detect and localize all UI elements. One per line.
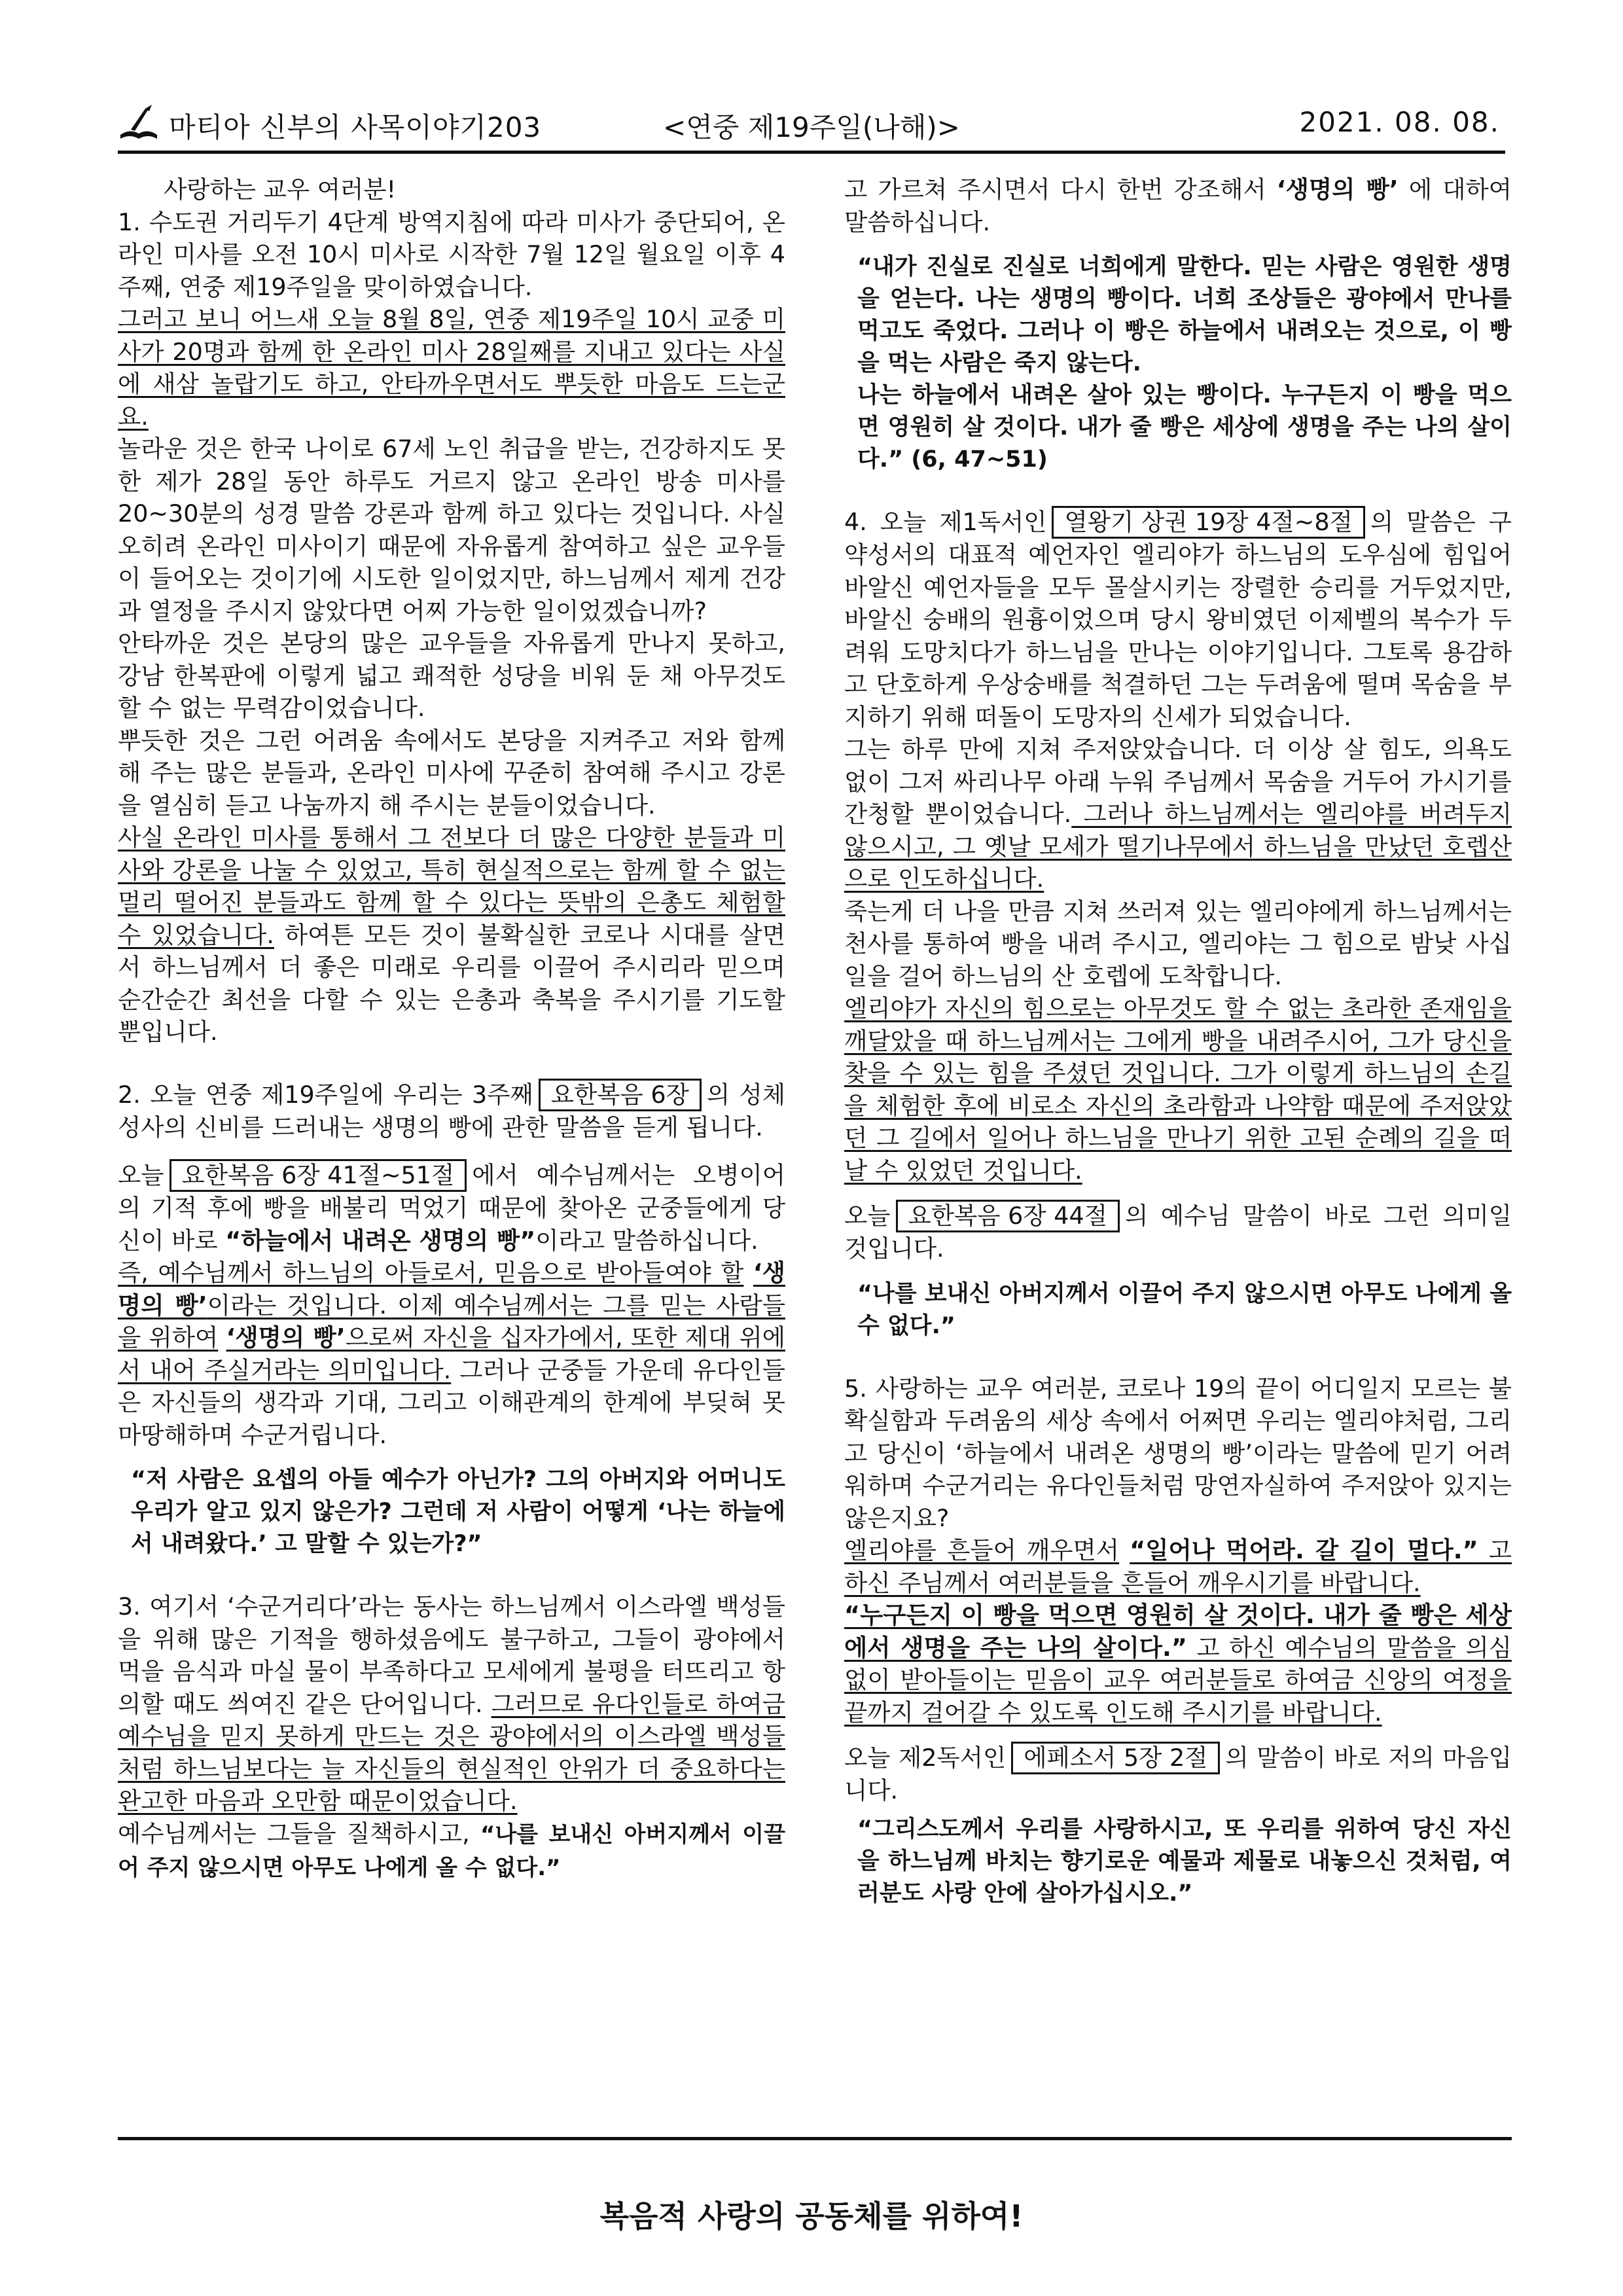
paragraph-5d-lead: 오늘 제2독서인 (844, 1744, 1007, 1772)
paragraph-2b-lead: 오늘 (118, 1161, 164, 1189)
paragraph-4f-lead: 오늘 (844, 1202, 891, 1230)
paragraph-r1-quote: ‘생명의 빵’ (1276, 175, 1399, 204)
paragraph-3b-quote: “나를 보내신 아버지께서 이끌어 주지 않으시면 아무도 나에게 올 수 없다.” (118, 1821, 785, 1881)
paragraph-2b-text: 에서 예수님께서는 오병이어의 기적 후에 빵을 배불리 먹었기 때문에 찾아온 군중들에게 당신이 바로 (118, 1161, 785, 1255)
paragraph-5c-underlined: 고 하신 예수님의 말씀을 의심 없이 받아들이는 믿음이 교우 여러분들로 하여금 신앙의 여정을 끝까지 걸어갈 수 있도록 인도해 주시기를 바랍니다. (844, 1633, 1512, 1727)
paragraph-2a-rest: 의 성체성사의 신비를 드러내는 생명의 빵에 관한 말씀을 듣게 됩니다. (118, 1080, 785, 1141)
paragraph-4d: 죽는게 더 나을 만큼 지쳐 쓰러져 있는 엘리야에게 하느님께서는 천사를 통하여 빵을 내려 주시고, 엘리야는 그 힘으로 밤낮 사십일을 걸어 하느님의 산 호렙에 도착합니다. (844, 897, 1512, 990)
paragraph-4c-underlined: 그러나 하느님께서는 엘리야를 버려두지 않으시고, 그 옛날 모세가 떨기나무에서 하느님을 만났던 호렙산으로 인도하십니다. (844, 800, 1512, 893)
paragraph-2a-text: 2. 오늘 연중 제19주일에 우리는 3주째 (118, 1080, 533, 1109)
paragraph-3b-text: 예수님께서는 그들을 질책하시고, (118, 1819, 470, 1848)
paragraph-5b-u2: 고 하신 주님께서 여러분들을 흔들어 깨우시기를 바랍니다. (844, 1536, 1512, 1597)
paragraph-5b-quote: “일어나 먹어라. 갈 길이 멀다.” (1130, 1536, 1478, 1564)
paragraph-2c-u2: 이라는 것입니다. 이제 예수님께서는 그를 믿는 사람들을 위하여 (118, 1291, 785, 1352)
paragraph-2b (118, 1159, 785, 1257)
paragraph-5d (844, 1742, 1512, 1807)
paragraph-4c-text: 그는 하루 만에 지쳐 주저앉았습니다. 더 이상 살 힘도, 의욕도 없이 그저 싸리나무 아래 누워 주님께서 목숨을 거두어 가시기를 간청할 뿐이었습니다. (844, 735, 1512, 828)
paragraph-1e: 뿌듯한 것은 그런 어려움 속에서도 본당을 지켜주고 저와 함께 해 주는 많은 분들과, 온라인 미사에 꾸준히 참여해 주시고 강론을 열심히 듣고 나눔까지 해 주시는 분들이었습니다. (118, 726, 785, 819)
paragraph-2a (118, 1079, 785, 1144)
quote-jews: “저 사람은 요셉의 아들 예수가 아닌가? 그의 아버지와 어머니도 우리가 알고 있지 않은가? 그런데 저 사람이 어떻게 ‘나는 하늘에서 내려왔다.’ 고 말할 수 있는가?” (131, 1467, 785, 1557)
paragraph-3a-underlined: 그러므로 유다인들로 하여금 예수님을 믿지 못하게 만드는 것은 광야에서의 이스라엘 백성들처럼 하느님보다는 늘 자신들의 현실적인 안위가 더 중요하다는 완고한 마음과 오만함 때문이었습니다. (118, 1689, 785, 1815)
paragraph-2c-u3: 으로써 자신을 십자가에서, 또한 제대 위에서 내어 주실거라는 의미입니다. (118, 1323, 785, 1384)
paragraph-4f-text: 의 예수님 말씀이 바로 그런 의미일 것입니다. (844, 1202, 1512, 1263)
paragraph-r1-text: 고 가르쳐 주시면서 다시 한번 강조해서 (844, 175, 1266, 204)
paragraph-r1-end: 에 대하여 말씀하십니다. (844, 175, 1512, 236)
paragraph-3a (118, 1590, 785, 1818)
paragraph-1c: 놀라운 것은 한국 나이로 67세 노인 취급을 받는, 건강하지도 못한 제가 28일 동안 하루도 거르지 않고 온라인 방송 미사를 20~30분의 성경 말씀 강론과 함께 하고 있다는 것입니다. 사실 오히려 온라인 미사이기 때문에 자유롭게 참여하고 싶은 교우들이 들어오는 것이기에 시도한 일이었지만, 하느님께서 제게 건강과 열정을 주시지 않았다면 어찌 가능한 일이었겠습니까? (118, 435, 785, 625)
paragraph-5c (844, 1599, 1512, 1729)
paragraph-3a-text: 3. 여기서 ‘수군거리다’라는 동사는 하느님께서 이스라엘 백성들을 위해 많은 기적을 행하셨음에도 불구하고, 그들이 광야에서 먹을 음식과 마실 물이 부족하다고 모세에게 불평을 터뜨리고 항의할 때도 씌여진 같은 단어입니다. (118, 1592, 785, 1718)
scripture-ref-ephesians5: 에페소서 5장 2절 (1011, 1742, 1220, 1774)
paragraph-1f (118, 821, 785, 1049)
bottom-divider (118, 2137, 1512, 2140)
scripture-ref-john6-41-51: 요한복음 6장 41절~51절 (169, 1159, 467, 1192)
paragraph-2c (118, 1257, 785, 1451)
scripture-ref-john6: 요한복음 6장 (539, 1079, 702, 1111)
paragraph-4a-text: 의 말씀은 구약성서의 대표적 예언자인 엘리야가 하느님의 도우심에 힘입어 바알신 예언자들을 모두 몰살시키는 장렬한 승리를 거두었지만, 바알신 숭배의 원흉이었으며 당시 왕비였던 이제벨의 복수가 두려워 도망치다가 하느님을 만나는 이야기입니다. 그토록 용감하고 단호하게 우상숭배를 척결하던 그는 두려움에 떨며 목숨을 부지하기 위해 떠돌이 도망자의 신세가 되었습니다. (844, 508, 1512, 731)
paragraph-4a (844, 506, 1512, 733)
paragraph-5c-quote: “누구든지 이 빵을 먹으면 영원히 살 것이다. 내가 줄 빵은 세상에서 생명을 주는 나의 살이다.” (844, 1601, 1512, 1662)
paragraph-2c-rest: 그러나 군중들 가운데 유다인들은 자신들의 생각과 기대, 그리고 이해관계의 한계에 부딪혀 못마땅해하며 수군거립니다. (118, 1355, 785, 1449)
quote-father-draws: “나를 보내신 아버지께서 이끌어 주지 않으시면 아무도 나에게 올 수 없다.” (857, 1280, 1512, 1339)
paragraph-2b-end: 이라고 말씀하십니다. (535, 1226, 758, 1255)
paragraph-5d-text: 의 말씀이 바로 저의 마음입니다. (844, 1744, 1512, 1804)
paragraph-2c-u1: 즉, 예수님께서 하느님의 아들로서, 믿음으로 받아들여야 할 (118, 1259, 744, 1287)
paragraph-4f (844, 1200, 1512, 1265)
quote-bread-of-life: “내가 진실로 진실로 너희에게 말한다. 믿는 사람은 영원한 생명을 얻는다. 나는 생명의 빵이다. 너희 조상들은 광야에서 만나를 먹고도 죽었다. 그러나 이 빵은 하늘에서 내려오는 것으로, 이 빵을 먹는 사람은 죽지 않는다. (857, 254, 1512, 376)
paragraph-5b-u1: 엘리야를 흔들어 깨우면서 (844, 1536, 1120, 1564)
scripture-ref-1kings19: 열왕기 상권 19장 4절~8절 (1052, 506, 1364, 539)
paragraph-3b (118, 1818, 785, 1885)
left-column (118, 173, 785, 1885)
greeting: 사랑하는 교우 여러분! (164, 175, 397, 204)
paragraph-2b-quote: “하늘에서 내려온 생명의 빵” (225, 1226, 536, 1255)
quote-ephesians: “그리스도께서 우리를 사랑하시고, 또 우리를 위하여 당신 자신을 하느님께 바치는 향기로운 예물과 제물로 내놓으신 것처럼, 여러분도 사랑 안에 살아가십시오.” (857, 1816, 1512, 1907)
footer-motto: 복음적 사랑의 공동체를 위하여! (599, 2198, 1024, 2234)
paragraph-4a-lead: 4. 오늘 제1독서인 (844, 508, 1047, 536)
paragraph-1b: 그러고 보니 어느새 오늘 8월 8일, 연중 제19주일 10시 교중 미사가 20명과 함께 한 온라인 미사 28일째를 지내고 있다는 사실에 새삼 놀랍기도 하고, 안타까우면서도 뿌듯한 마음도 드는군요. (118, 305, 785, 431)
paragraph-4e: 엘리야가 자신의 힘으로는 아무것도 할 수 없는 초라한 존재임을 깨달았을 때 하느님께서는 그에게 빵을 내려주시어, 그가 당신을 찾을 수 있는 힘을 주셨던 것입니다. 그가 이렇게 하느님의 손길을 체험한 후에 비로소 자신의 초라함과 나약함 때문에 주저앉았던 그 길에서 일어나 하느님을 만나기 위한 고된 순례의 길을 떠날 수 있었던 것입니다. (844, 994, 1512, 1185)
paragraph-1d: 안타까운 것은 본당의 많은 교우들을 자유롭게 만나지 못하고, 강남 한복판에 이렇게 넓고 쾌적한 성당을 비워 둔 채 아무것도 할 수 없는 무력감이었습니다. (118, 629, 785, 722)
paragraph-4c (844, 733, 1512, 895)
paragraph-5a: 5. 사랑하는 교우 여러분, 코로나 19의 끝이 어디일지 모르는 불확실함과 두려움의 세상 속에서 어쩌면 우리는 엘리야처럼, 그리고 당신이 ‘하늘에서 내려온 생명의 빵’이라는 말씀에 믿기 어려워하며 수군거리는 유다인들처럼 망연자실하여 주저앉아 있지는 않은지요? (844, 1374, 1512, 1532)
paragraph-1a: 1. 수도권 거리두기 4단계 방역지침에 따라 미사가 중단되어, 온라인 미사를 오전 10시 미사로 시작한 7월 12일 월요일 이후 4주째, 연중 제19주일을 맞이하였습니다. (118, 207, 785, 301)
header-sunday: <연중 제19주일(나해)> (663, 111, 960, 143)
paragraph-r1 (844, 173, 1512, 238)
header-title: 마티아 신부의 사목이야기203 (169, 111, 542, 143)
paragraph-1f-rest: 하여튼 모든 것이 불확실한 코로나 시대를 살면서 하느님께서 더 좋은 미래로 우리를 이끌어 주시리라 믿으며 순간순간 최선을 다할 수 있는 은총과 축복을 주시기를 기도할 뿐입니다. (118, 920, 785, 1046)
paragraph-2c-q1: ‘생명의 빵’ (118, 1259, 785, 1319)
paragraph-2c-q2: ‘생명의 빵’ (226, 1323, 346, 1352)
scripture-ref-john6-44: 요한복음 6장 44절 (896, 1200, 1120, 1232)
page-header (118, 98, 1505, 154)
right-column (844, 173, 1512, 1910)
paragraph-1f-underlined: 사실 온라인 미사를 통해서 그 전보다 더 많은 다양한 분들과 미사와 강론을 나눌 수 있었고, 특히 현실적으로는 함께 할 수 없는 멀리 떨어진 분들과도 함께 할 수 있다는 뜻밖의 은총도 체험할 수 있었습니다. (118, 823, 785, 949)
paragraph-5b (844, 1534, 1512, 1599)
header-date: 2021. 08. 08. (1299, 106, 1500, 138)
quote-bread-of-life-2: 나는 하늘에서 내려온 살아 있는 빵이다. 누구든지 이 빵을 먹으면 영원히 살 것이다. 내가 줄 빵은 세상에 생명을 주는 나의 살이다.” (6, 47~51) (857, 382, 1512, 473)
